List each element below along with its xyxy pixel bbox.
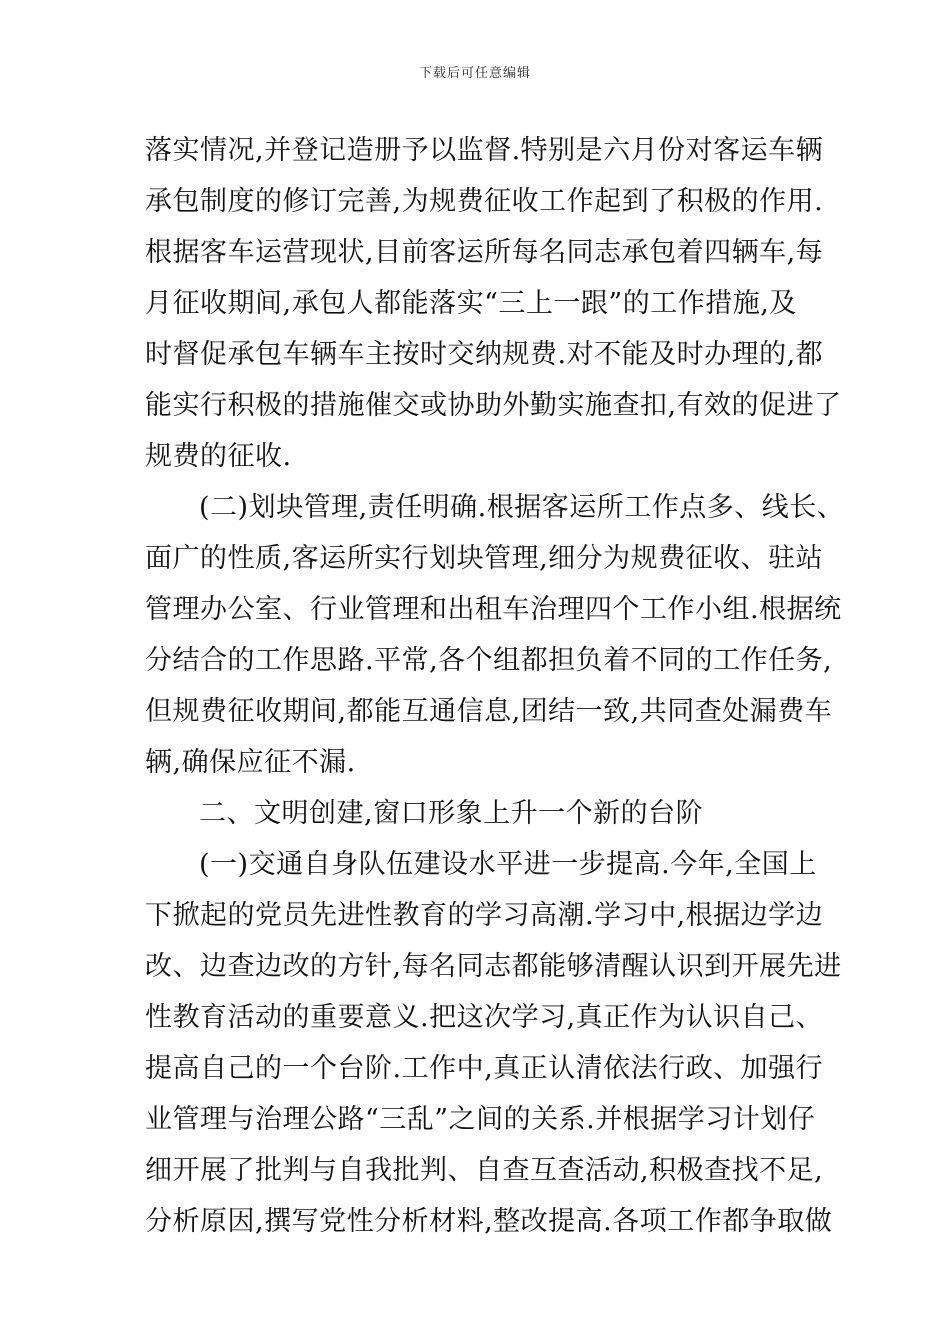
text-line: 业管理与治理公路“三乱”之间的关系.并根据学习计划仔 <box>145 1104 816 1135</box>
text-line: 根据客车运营现状,目前客运所每名同志承包着四辆车,每 <box>145 237 824 268</box>
paragraph-start-line: (一)交通自身队伍建设水平进一步提高.今年,全国上 <box>199 849 817 880</box>
text-line: 面广的性质,客运所实行划块管理,细分为规费征收、驻站 <box>145 543 824 574</box>
text-line: 分析原因,撰写党性分析材料,整改提高.各项工作都争取做 <box>145 1206 833 1237</box>
text-line: 改、边查边改的方针,每名同志都能够清醒认识到开展先进 <box>145 951 842 982</box>
text-line: 分结合的工作思路.平常,各个组都担负着不同的工作任务, <box>145 645 833 676</box>
text-line: 月征收期间,承包人都能落实“三上一跟”的工作措施,及 <box>145 288 797 319</box>
text-line: 管理办公室、行业管理和出租车治理四个工作小组.根据统 <box>145 594 842 625</box>
text-line: 承包制度的修订完善,为规费征收工作起到了积极的作用. <box>145 186 824 217</box>
text-line: 提高自己的一个台阶.工作中,真正认清依法行政、加强行 <box>145 1053 824 1084</box>
paragraph-start-line: (二)划块管理,责任明确.根据客运所工作点多、线长、 <box>199 492 845 523</box>
text-line: 规费的征收. <box>145 441 292 472</box>
text-line: 下掀起的党员先进性教育的学习高潮.学习中,根据边学边 <box>145 900 824 931</box>
document-body <box>145 125 845 1247</box>
text-line: 性教育活动的重要意义.把这次学习,真正作为认识自己、 <box>145 1002 824 1033</box>
text-line: 能实行积极的措施催交或协助外勤实施查扣,有效的促进了 <box>145 390 842 421</box>
text-line: 落实情况,并登记造册予以监督.特别是六月份对客运车辆 <box>145 135 824 166</box>
text-line: 但规费征收期间,都能互通信息,团结一致,共同查处漏费车 <box>145 696 833 727</box>
text-line: 辆,确保应征不漏. <box>145 747 356 778</box>
text-line: 时督促承包车辆车主按时交纳规费.对不能及时办理的,都 <box>145 339 824 370</box>
section-heading: 二、文明创建,窗口形象上升一个新的台阶 <box>199 798 704 829</box>
text-line: 细开展了批判与自我批判、自查互查活动,积极查找不足, <box>145 1155 824 1186</box>
page-header: 下载后可任意编辑 <box>418 66 531 81</box>
